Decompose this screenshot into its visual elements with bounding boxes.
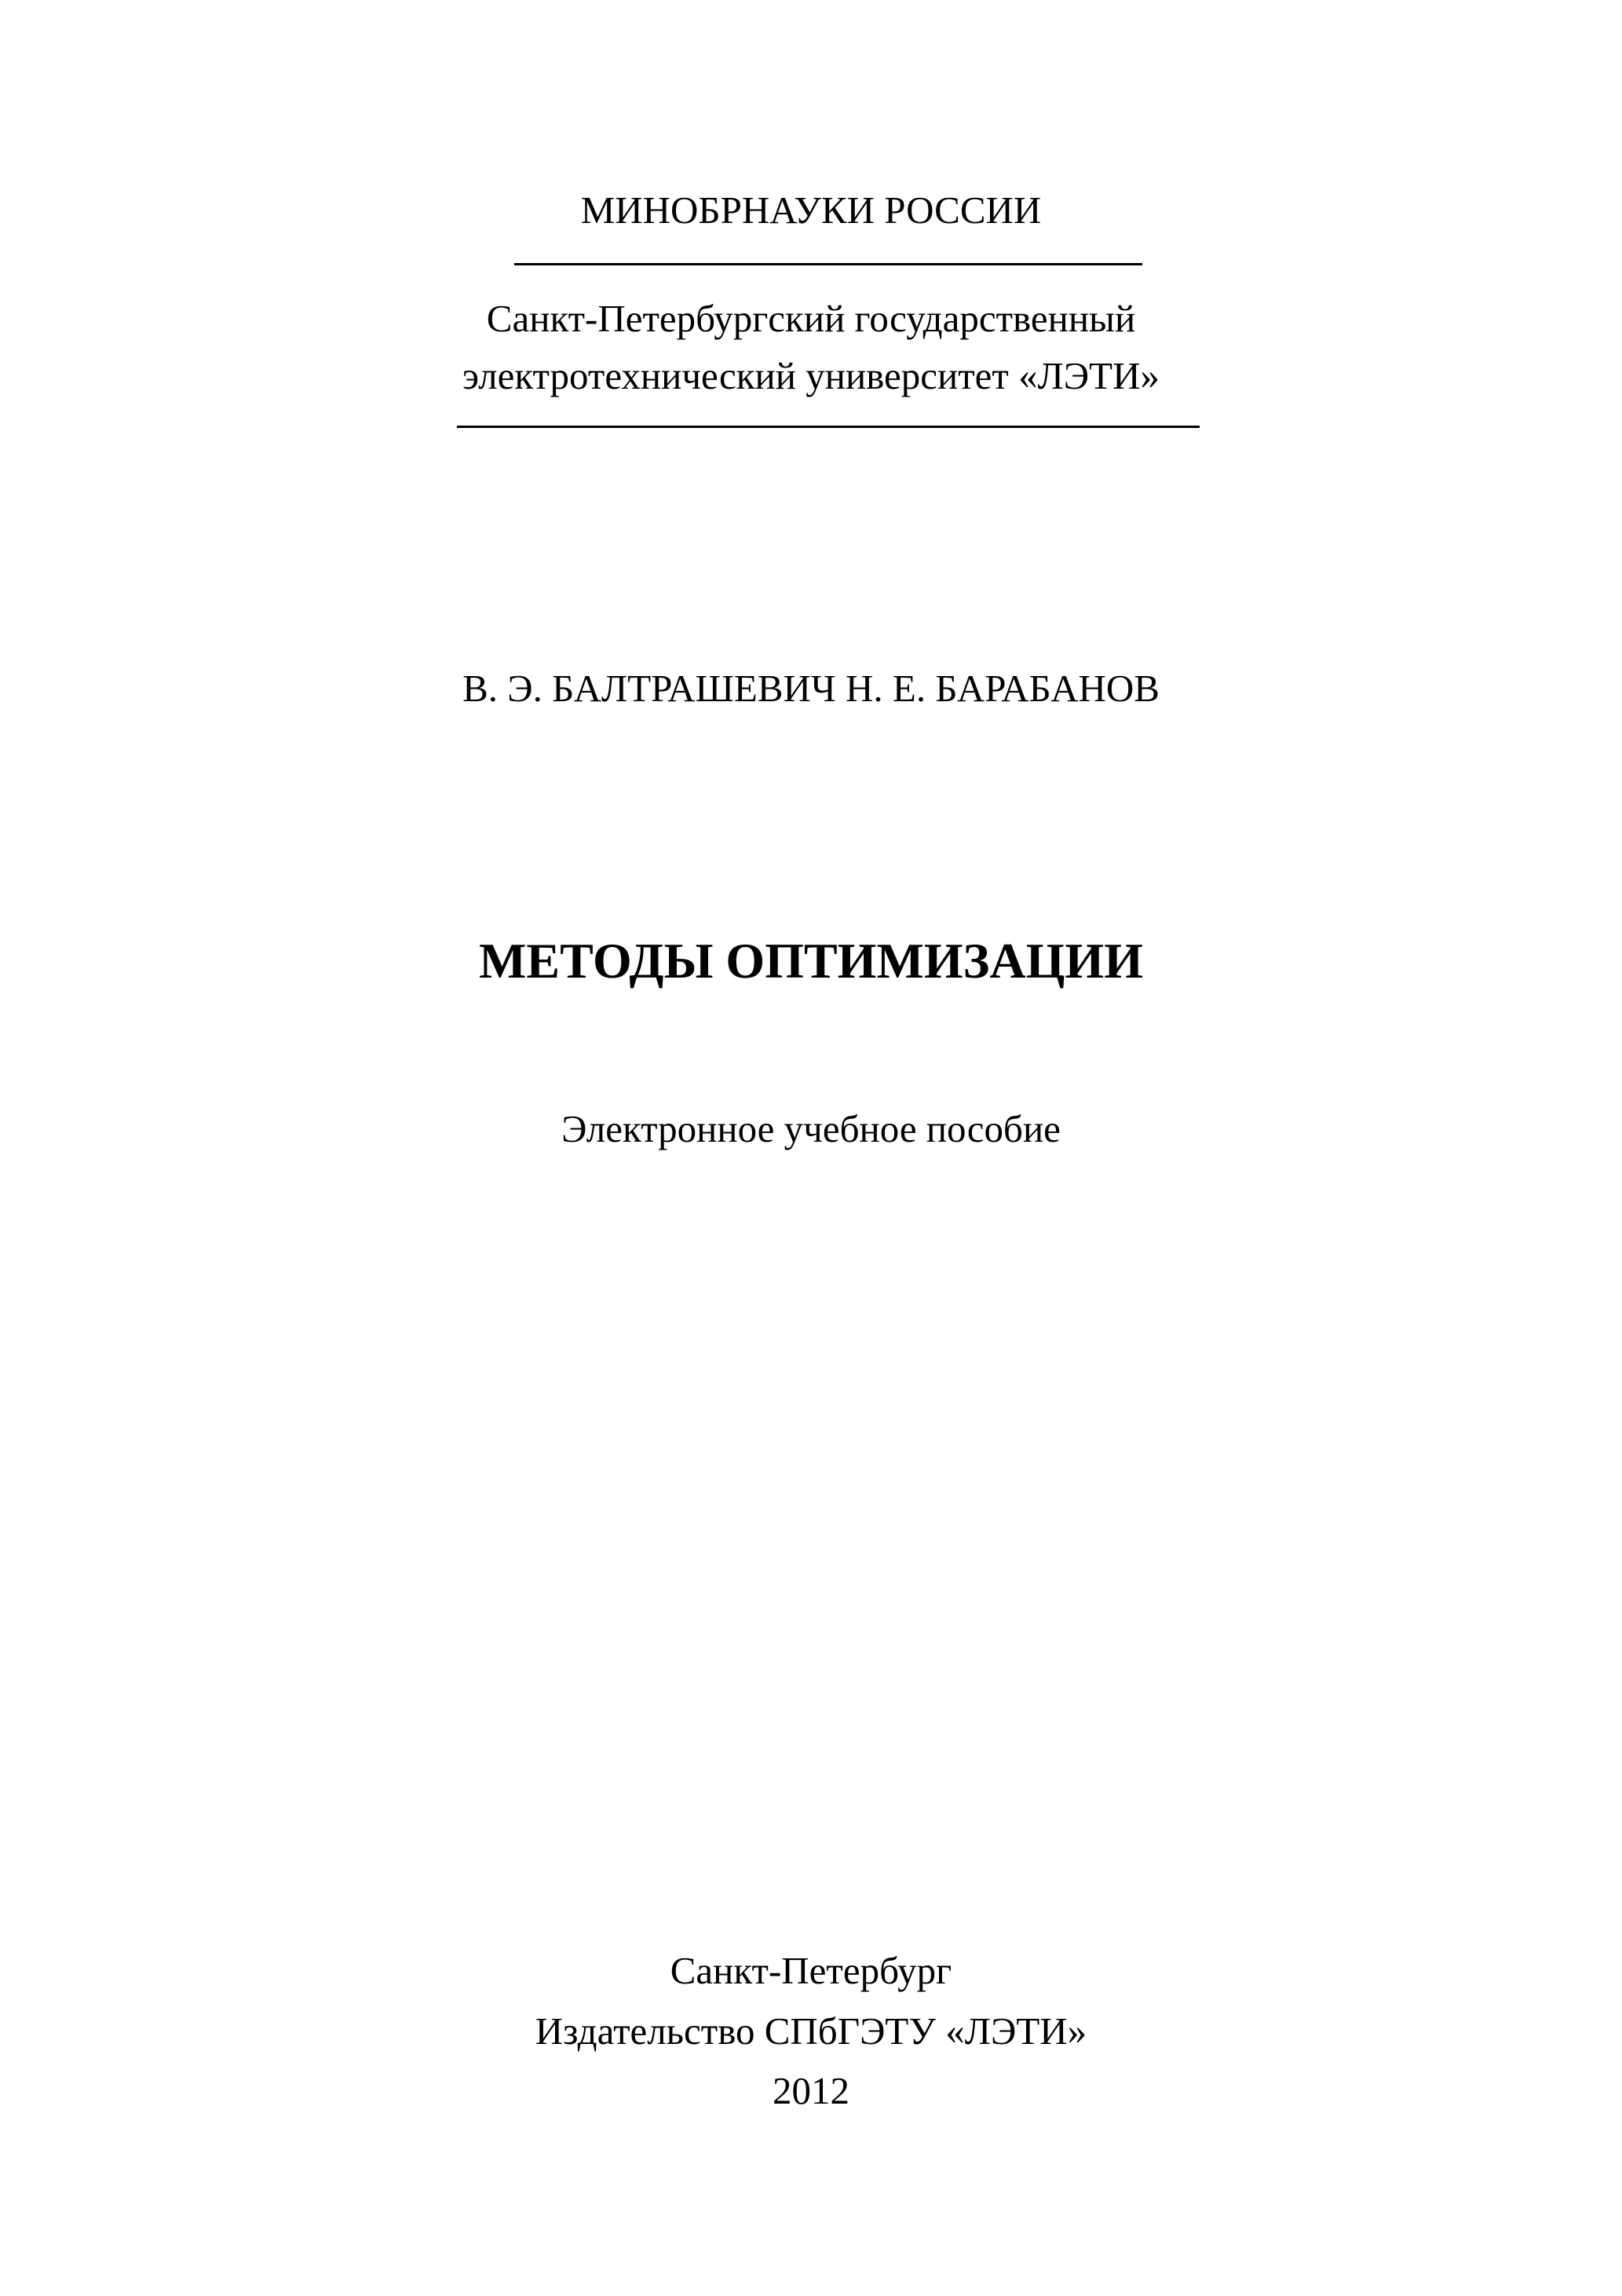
document-title: МЕТОДЫ ОПТИМИЗАЦИИ — [479, 933, 1143, 989]
header-divider-bottom — [457, 426, 1200, 428]
imprint-year: 2012 — [773, 2069, 849, 2112]
imprint-publisher: Издательство СПбГЭТУ «ЛЭТИ» — [535, 2009, 1087, 2053]
header-divider-top — [514, 263, 1142, 265]
university-name-line-2: электротехнический университет «ЛЭТИ» — [462, 354, 1160, 397]
imprint-city: Санкт-Петербург — [670, 1949, 952, 1992]
authors-line: В. Э. БАЛТРАШЕВИЧ Н. Е. БАРАБАНОВ — [462, 667, 1160, 710]
ministry-label: МИНОБРНАУКИ РОССИИ — [580, 188, 1042, 232]
document-subtitle: Электронное учебное пособие — [561, 1107, 1061, 1150]
university-name-line-1: Санкт-Петербургский государственный — [486, 297, 1136, 340]
